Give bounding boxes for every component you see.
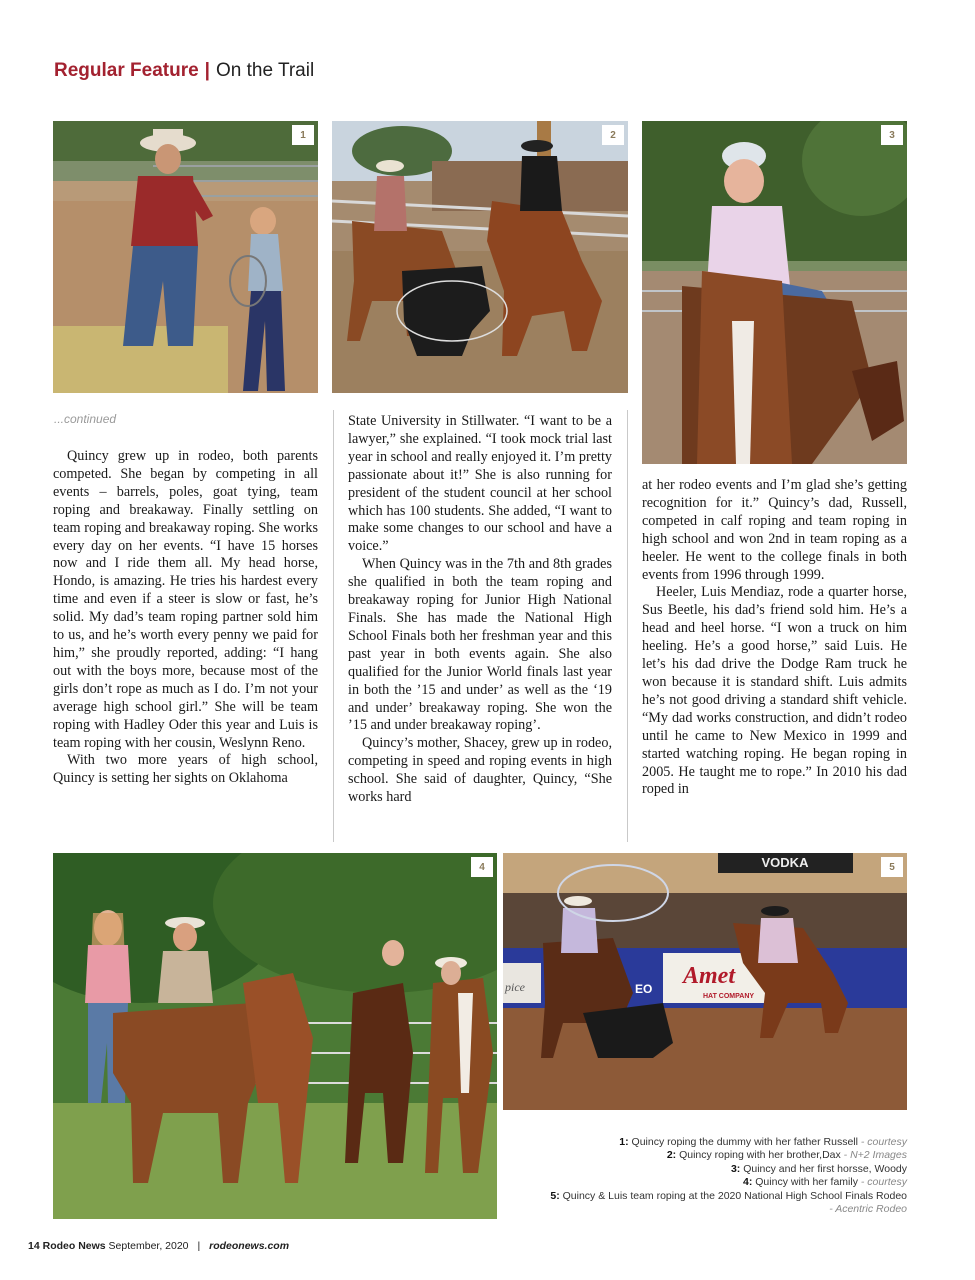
- photo-number: 4: [471, 857, 493, 877]
- website-link[interactable]: rodeonews.com: [209, 1240, 290, 1252]
- photo-team-roping-finals-icon: [503, 853, 907, 1110]
- paragraph: With two more years of high school, Quincy is setting her sights on Oklahoma: [53, 752, 318, 787]
- photo-4: [53, 853, 497, 1219]
- footer-separator: |: [197, 1240, 201, 1252]
- issue-date: September, 2020: [108, 1240, 189, 1252]
- banner-hat-text: HAT COMPANY: [703, 993, 755, 1000]
- photo-roping-dummy-icon: [53, 121, 318, 393]
- photo-girl-on-horse-icon: [642, 121, 907, 464]
- photo-number: 5: [881, 857, 903, 877]
- caption-4: 4: Quincy with her family - courtesy: [743, 1176, 907, 1189]
- caption-1: 1: Quincy roping the dummy with her father Russell - courtesy: [619, 1136, 907, 1148]
- photo-2: [332, 121, 628, 393]
- article-column-2: [348, 413, 612, 807]
- paragraph: When Quincy was in the 7th and 8th grades she qualified in both the team roping and breakaway roping for Junior High National Finals. She has made the National High School Finals both her freshman year and this past year in both events again. She also qualified for the Junior World finals last year in both the ’15 and under’ as well as the ‘19 and under’ breakaway roping. She won the ’15 and under breakaway roping’.: [348, 556, 612, 734]
- section-label: On the Trail: [215, 60, 315, 81]
- magazine-name: Rodeo News: [42, 1240, 106, 1252]
- photo-number: 1: [292, 125, 314, 145]
- paragraph: Quincy’s mother, Shacey, grew up in rodeo, competing in speed and roping events in high school. She said of daughter, Quincy, “She works hard: [348, 735, 612, 806]
- banner-amet-text: Amet: [683, 963, 735, 989]
- photo-family-horses-icon: [53, 853, 497, 1219]
- photo-3: [642, 121, 907, 464]
- page-footer: [28, 1240, 289, 1252]
- section-header: [54, 60, 314, 82]
- paragraph: Quincy grew up in rodeo, both parents competed. She began by competing in all events – barrels, poles, goat tying, team roping and breakaway. Finally settling on team roping and breakaway roping. She works every day on her events. “I have 15 horses now and I ride them all. My head horse, Hondo, is amazing. He tries his hardest every time and even if a steer is slow or fast, he’s solid. My dad’s team roping partner sold him to us, and he’s worth every penny we paid for him,” she proudly reported, adding: “I hang out with the boys more, because most of the girls don’t rope as much as I do. I’m not your average high school girl.” She will be team roping with Hadley Oder this year and Luis is team roping with her cousin, Weslynn Reno.: [53, 448, 318, 751]
- photo-captions: [550, 1136, 907, 1216]
- photo-roping-arena-icon: [332, 121, 628, 393]
- paragraph: at her rodeo events and I’m glad she’s getting recognition for it.” Quincy’s dad, Russell, competed in calf roping and team roping in high school and won 2nd in team roping as a heeler. He went to the college finals in both events from 1996 through 1999.: [642, 477, 907, 583]
- continued-label: ...continued: [54, 412, 117, 426]
- article-column-3: [642, 477, 907, 799]
- feature-label: Regular Feature: [54, 60, 199, 81]
- caption-5: 5: Quincy & Luis team roping at the 2020 National High School Finals Rodeo: [550, 1189, 907, 1202]
- paragraph: State University in Stillwater. “I want to be a lawyer,” she explained. “I took mock trial last year in school and really enjoyed it. I’m pretty passionate about it!” She is also running for president of the student council at her school which has 100 students. She added, “I want to make some changes to our school and have a voice.”: [348, 413, 612, 555]
- caption-2: 2: Quincy roping with her brother,Dax - N+2 Images: [666, 1149, 907, 1162]
- photo-1: [53, 121, 318, 393]
- photo-number: 3: [881, 125, 903, 145]
- photo-number: 2: [602, 125, 624, 145]
- banner-pice-text: pice: [505, 980, 525, 994]
- paragraph: Heeler, Luis Mendiaz, rode a quarter horse, Sus Beetle, his dad’s friend sold him. He’s a head and heel horse. “I won a truck on him heeling. He’s a good horse,” said Luis. He let’s his dad drive the Dodge Ram truck he won because it is standard shift. Luis admits he’s not good driving a standard shift vehicle. “My dad works construction, and didn’t rodeo until he came to New Mexico in 1999 and started watching roping. He began roping in 2005. He taught me to rope.” In 2010 his dad roped in: [642, 584, 907, 798]
- caption-5-credit: - Acentric Rodeo: [829, 1203, 907, 1216]
- header-separator: |: [204, 60, 210, 81]
- page-number: 14: [28, 1240, 40, 1252]
- column-divider: [627, 410, 628, 842]
- banner-eo-text: EO: [635, 982, 653, 996]
- photo-5: [503, 853, 907, 1110]
- column-divider: [333, 410, 334, 842]
- article-column-1: [53, 448, 318, 788]
- caption-3: 3: Quincy and her first horsse, Woody: [730, 1162, 907, 1175]
- banner-vodka-text: VODKA: [761, 855, 809, 870]
